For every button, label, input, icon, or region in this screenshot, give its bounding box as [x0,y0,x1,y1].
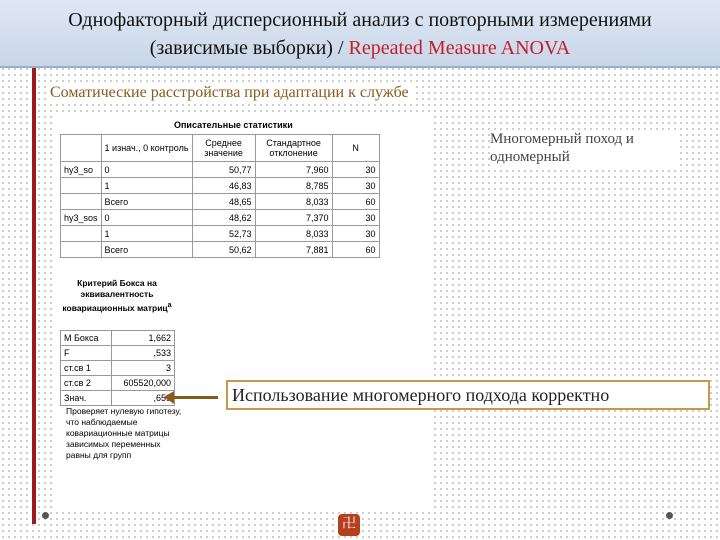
cell: ст.св 2 [61,376,112,391]
cell: 7,960 [255,162,332,178]
cell: 60 [332,242,379,258]
cell: Всего [101,194,192,210]
box-title-sup: a [167,301,172,309]
table-row [61,162,380,178]
title-line-1: Однофакторный дисперсионный анализ с повторными измерениями [68,9,652,31]
cell: Всего [101,242,192,258]
cell: 1,662 [112,331,175,346]
title-line-2-ru: (зависимые выборки) / [149,37,349,59]
cell: 30 [332,226,379,242]
cell: 7,881 [255,242,332,258]
cell: 8,033 [255,194,332,210]
cell: 0 [101,162,192,178]
box-test-note: Проверяет нулевую гипотезу, что наблюдаемые ковариационные матрицы зависимых переменных равны для групп [66,406,182,460]
cell: 7,370 [255,210,332,226]
spss-output [56,112,432,512]
slide-subtitle: Соматические расстройства при адаптации к службе [46,84,413,102]
table-row [61,361,175,376]
left-arrow-icon [174,396,218,399]
header-cell: N [332,135,379,162]
table-row [61,226,380,242]
cell: F [61,346,112,361]
cell: 8,785 [255,178,332,194]
cell: M Бокса [61,331,112,346]
table-row [61,346,175,361]
descriptive-table [60,134,380,258]
cell: 50,77 [192,162,255,178]
table-row [61,376,175,391]
cell [61,226,102,242]
left-accent-line [32,68,36,524]
cell: 30 [332,178,379,194]
cell: ст.св 1 [61,361,112,376]
cell: ,533 [112,346,175,361]
conclusion-box: Использование многомерного подхода корректно [226,380,710,410]
cell: 8,033 [255,226,332,242]
cell: 48,62 [192,210,255,226]
table-header-row [61,135,380,162]
table-row [61,210,380,226]
cell: 30 [332,210,379,226]
header-cell: Стандартное отклонение [255,135,332,162]
header-cell: 1 изнач., 0 контроль [101,135,192,162]
side-note: Многомерный поход и одномерный [490,130,680,166]
cell: 1 [101,178,192,194]
box-test-table [60,330,175,406]
cell: 0 [101,210,192,226]
cell: 48,65 [192,194,255,210]
cell: Знач. [61,391,112,406]
cell: hy3_sos [61,210,102,226]
bullet-dot-icon [666,512,673,519]
cell: 3 [112,361,175,376]
cell: 30 [332,162,379,178]
cell [61,242,102,258]
header-cell [61,135,102,162]
title-line-2 [0,34,720,62]
cell: 52,73 [192,226,255,242]
table-row [61,391,175,406]
table-row [61,242,380,258]
cell: ,659 [112,391,175,406]
box-test-title [62,278,172,314]
descriptive-title: Описательные статистики [174,120,293,130]
cell: 60 [332,194,379,210]
cell: 46,83 [192,178,255,194]
box-title-text: Критерий Бокса на эквивалентность ковариационных матриц [62,278,168,313]
slide-title [0,0,720,68]
cell [61,178,102,194]
cell [61,194,102,210]
cell: 605520,000 [112,376,175,391]
cell: hy3_so [61,162,102,178]
cell: 1 [101,226,192,242]
table-row [61,331,175,346]
cell: 50,62 [192,242,255,258]
logo-icon: 卍 [338,514,360,536]
table-row [61,178,380,194]
bullet-dot-icon [42,512,49,519]
title-line-2-en: Repeated Measure ANOVA [348,37,571,59]
table-row [61,194,380,210]
header-cell: Среднее значение [192,135,255,162]
